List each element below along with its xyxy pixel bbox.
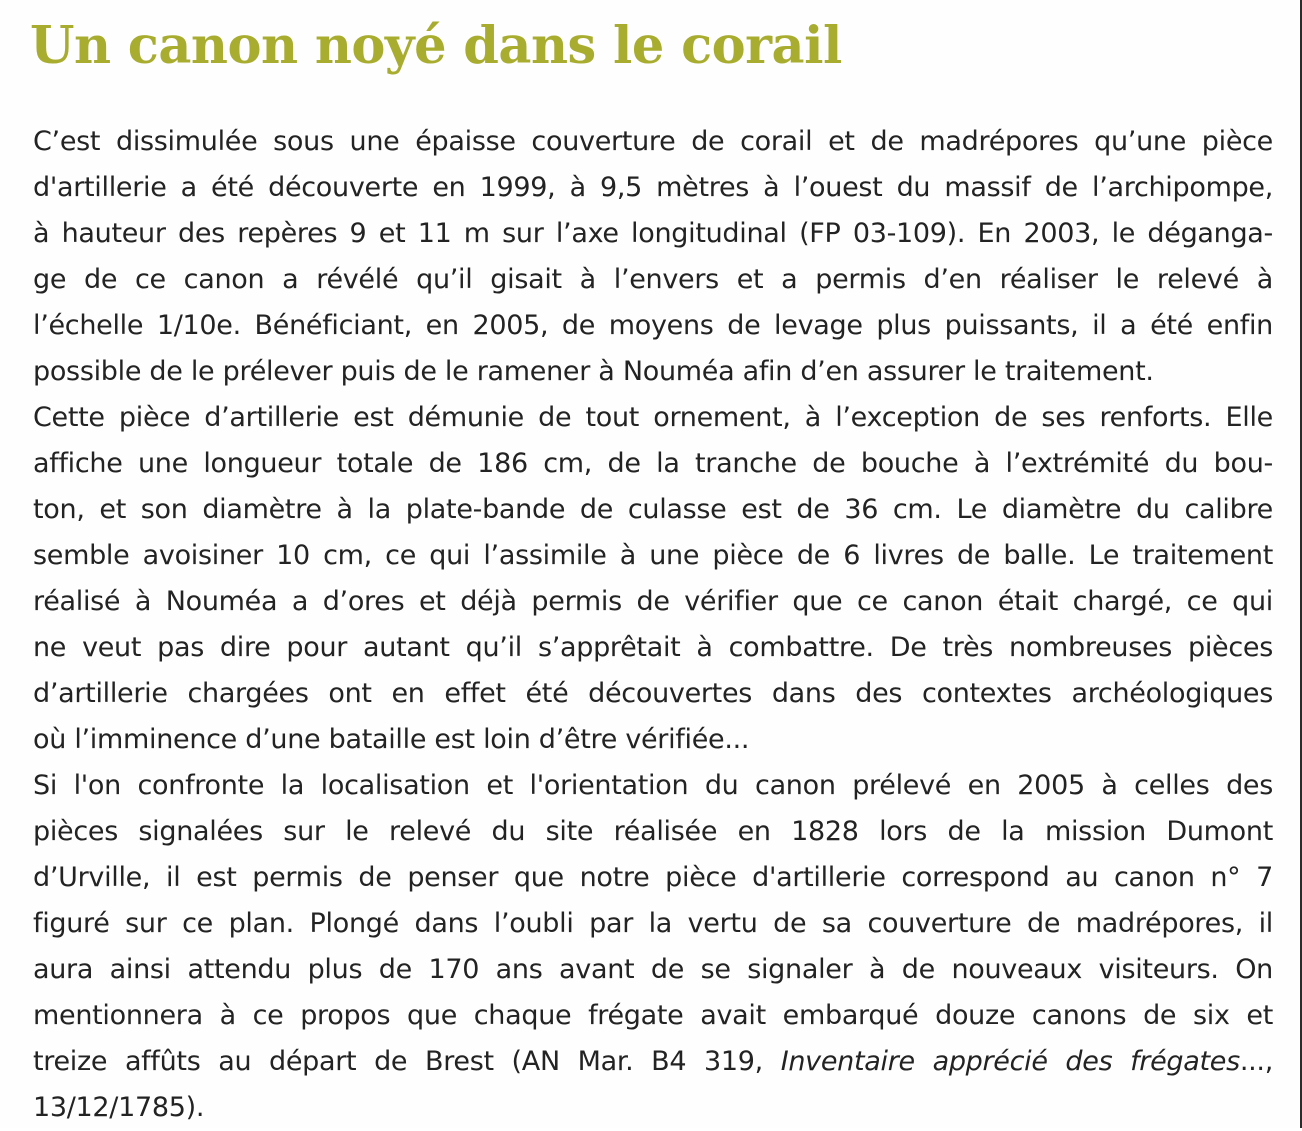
text-line: aura ainsi attendu plus de 170 ans avant de se signaler à de nouveaux visiteurs. On	[33, 954, 1273, 985]
text-line: affiche une longueur totale de 186 cm, de la tranche de bouche à l’extrémité du bou-	[33, 448, 1273, 479]
text-line: figuré sur ce plan. Plongé dans l’oubli par la vertu de sa couverture de madrépores, il	[33, 908, 1273, 939]
text-line: Si l'on confronte la localisation et l'orientation du canon prélevé en 2005 à celles des	[33, 770, 1273, 801]
text-line: semble avoisiner 10 cm, ce qui l’assimile à une pièce de 6 livres de balle. Le traitement	[33, 540, 1273, 571]
text-line: mentionnera à ce propos que chaque frégate avait embarqué douze canons de six et	[33, 1000, 1273, 1031]
text-line: 13/12/1785).	[33, 1092, 205, 1123]
article-body	[33, 119, 1273, 1131]
text-line: possible de le prélever puis de le ramener à Nouméa afin d’en assurer le traitement.	[33, 356, 1154, 387]
text-line: d’Urville, il est permis de penser que notre pièce d'artillerie correspond au canon n° 7	[33, 862, 1273, 893]
text-line: Cette pièce d’artillerie est démunie de tout ornement, à l’exception de ses renforts. Elle	[33, 402, 1273, 433]
text-line: d’artillerie chargées ont en effet été découvertes dans des contextes archéologiques	[33, 678, 1273, 709]
text-line-with-citation	[33, 1039, 1273, 1085]
citation-text: treize affûts au départ de Brest (AN Mar. B4 319,	[33, 1046, 781, 1077]
text-line: ton, et son diamètre à la plate-bande de culasse est de 36 cm. Le diamètre du calibre	[33, 494, 1273, 525]
paragraph-3	[33, 763, 1273, 1131]
text-line: d'artillerie a été découverte en 1999, à 9,5 mètres à l’ouest du massif de l’archipompe,	[33, 172, 1273, 203]
text-line: réalisé à Nouméa a d’ores et déjà permis de vérifier que ce canon était chargé, ce qui	[33, 586, 1273, 617]
text-line: l’échelle 1/10e. Bénéficiant, en 2005, de moyens de levage plus puissants, il a été enfin	[33, 310, 1273, 341]
text-line: ne veut pas dire pour autant qu’il s’apprêtait à combattre. De très nombreuses pièces	[33, 632, 1273, 663]
text-line: C’est dissimulée sous une épaisse couverture de corail et de madrépores qu’une pièce	[33, 126, 1273, 157]
paragraph-1	[33, 119, 1273, 395]
text-line: à hauteur des repères 9 et 11 m sur l’axe longitudinal (FP 03-109). En 2003, le déganga-	[33, 218, 1273, 249]
citation-ellipsis: ...,	[1239, 1046, 1273, 1077]
article-title: Un canon noyé dans le corail	[30, 16, 842, 76]
text-line: ge de ce canon a révélé qu’il gisait à l’envers et a permis d’en réaliser le relevé à	[33, 264, 1273, 295]
text-line: pièces signalées sur le relevé du site réalisée en 1828 lors de la mission Dumont	[33, 816, 1273, 847]
text-line: où l’imminence d’une bataille est loin d’être vérifiée...	[33, 724, 750, 755]
citation-title-italic: Inventaire apprécié des frégates	[780, 1046, 1240, 1077]
paragraph-2	[33, 395, 1273, 763]
